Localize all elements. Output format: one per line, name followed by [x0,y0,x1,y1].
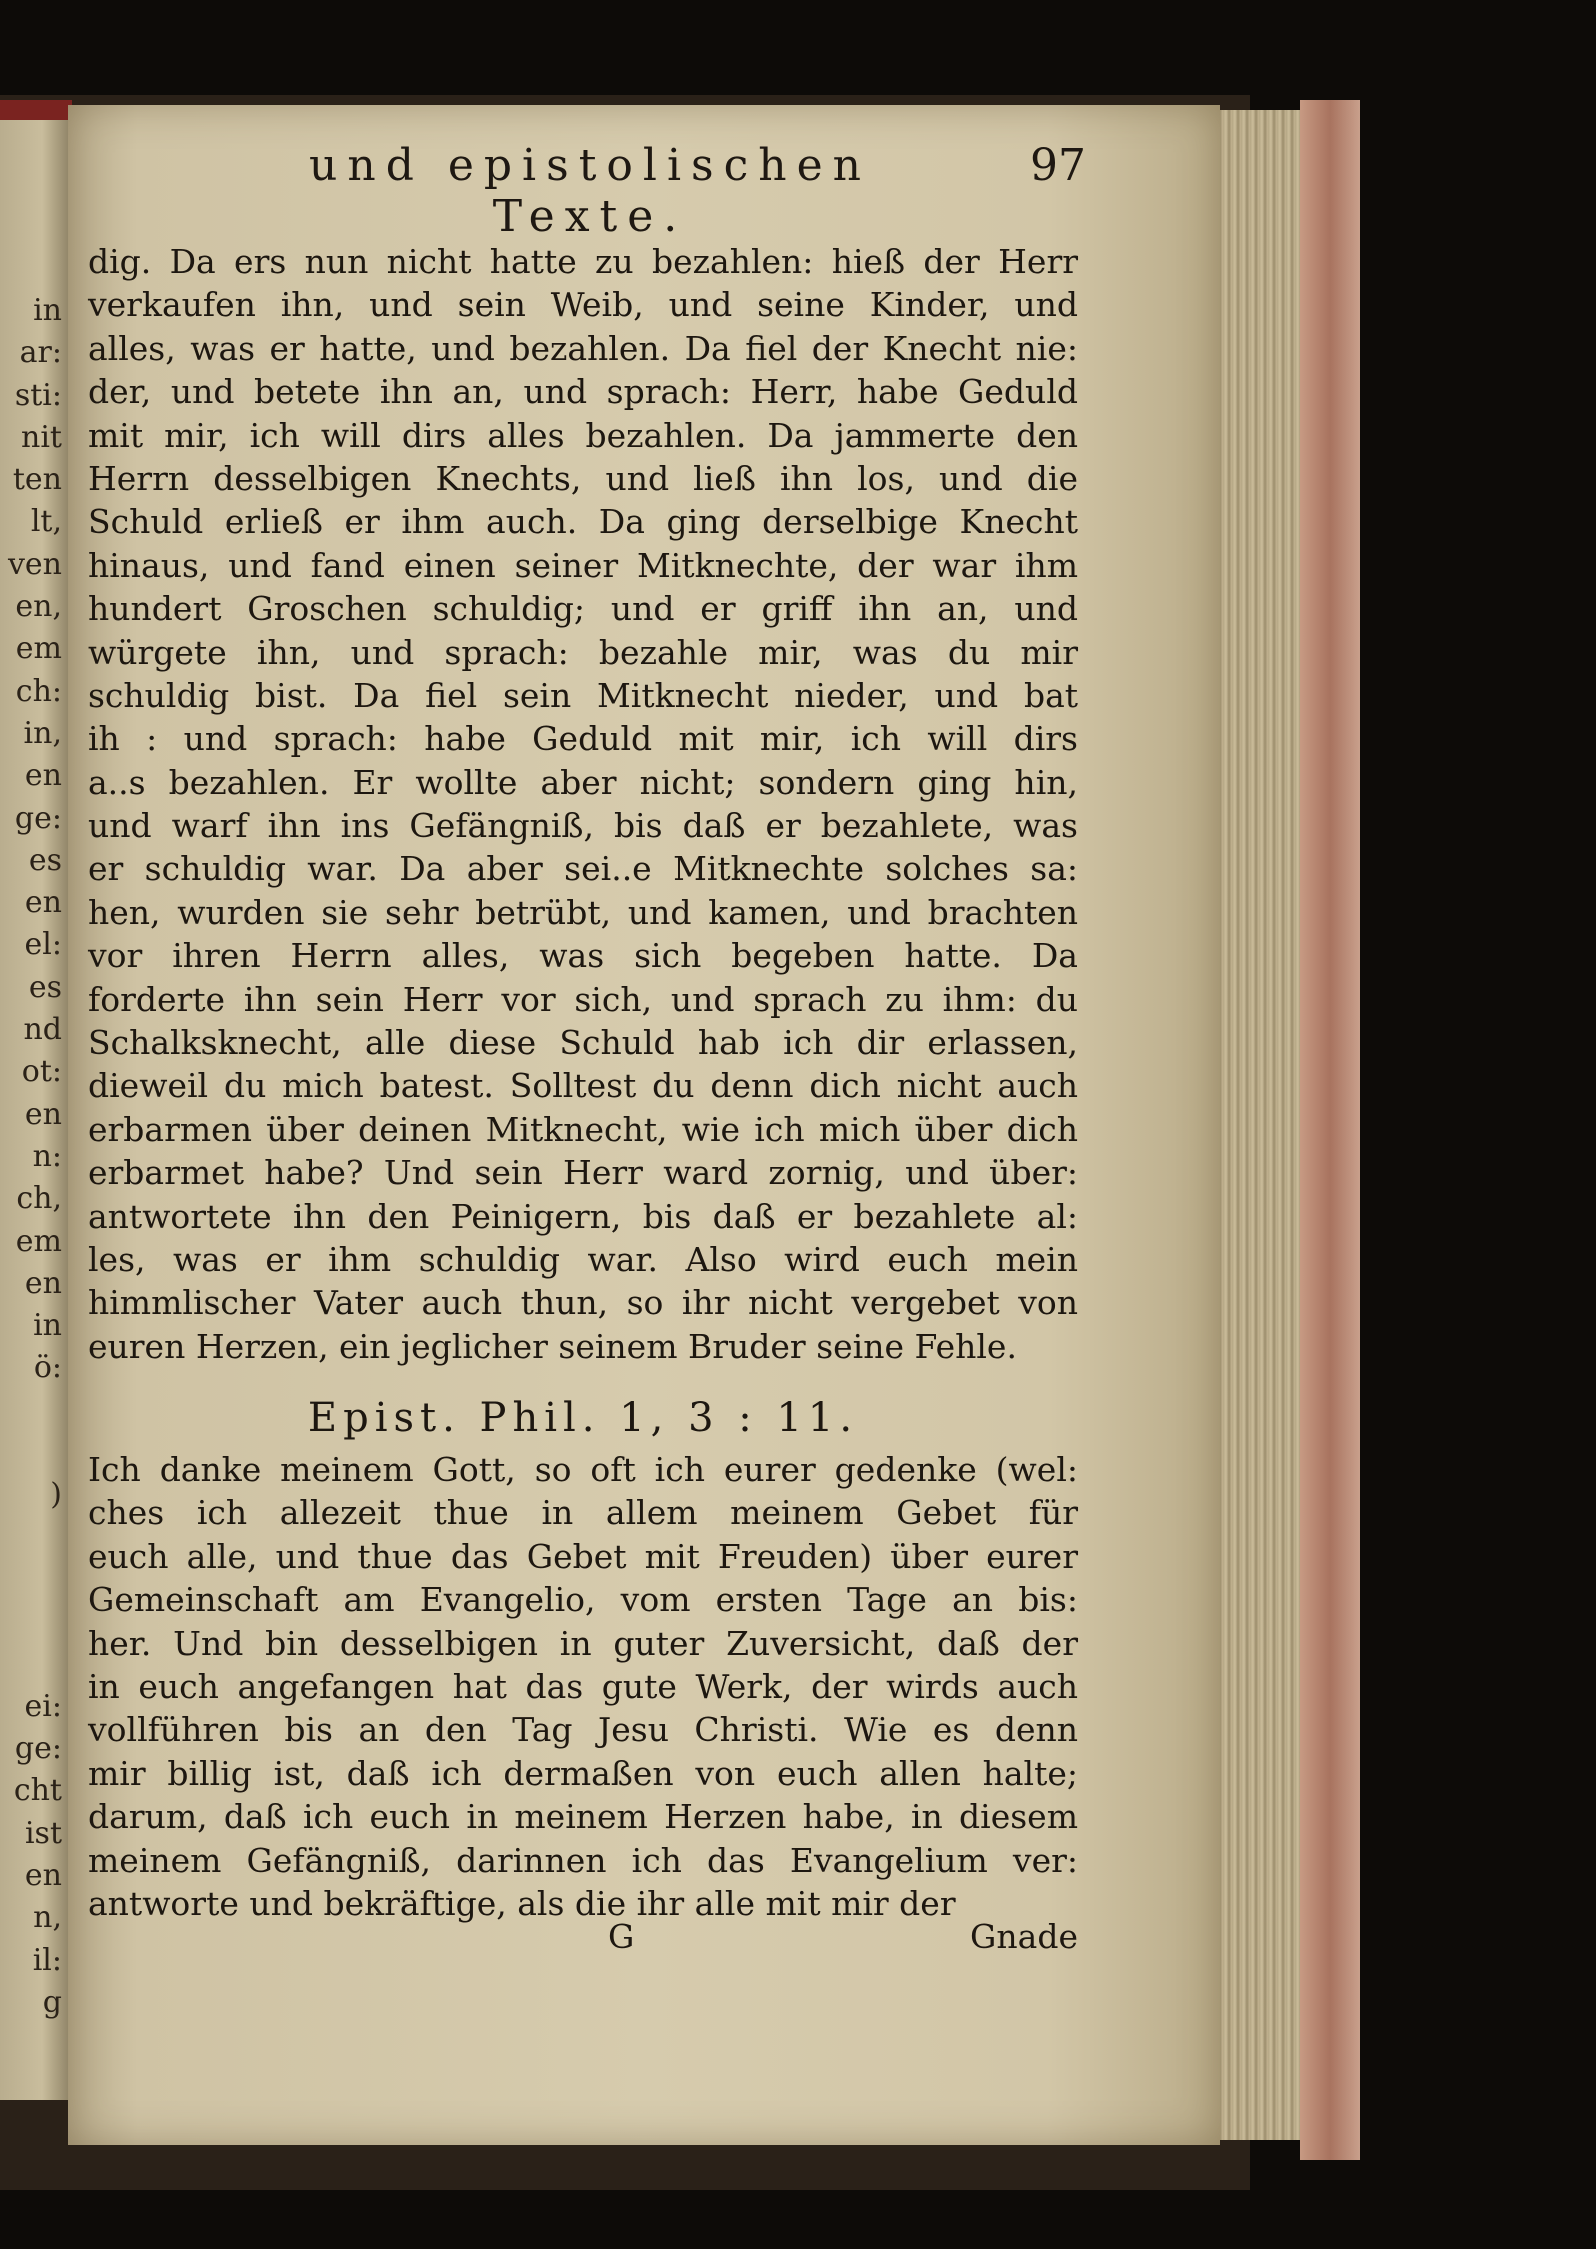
text-line: dig. Da ers nun nicht hatte zu bezahlen: hieß der Herr [88,242,1078,281]
text-line: euren Herzen, ein jeglicher seinem Bruder seine Fehle. [88,1326,1017,1366]
text-line: her. Und bin desselbigen in guter Zuversicht, daß der [88,1623,1078,1663]
text-line: der, und betete ihn an, und sprach: Herr, habe Geduld [88,372,1078,412]
text-line: in euch angefangen hat das gute Werk, der wirds auch [88,1666,1078,1706]
page-number: 97 [1030,140,1086,191]
margin-fragment: ) [50,1477,62,1513]
margin-fragment: ge: [14,1731,62,1767]
margin-fragment: en, [15,589,62,625]
text-line: schuldig bist. Da fiel sein Mitknecht nieder, und bat [88,675,1078,715]
margin-fragment: in, [23,715,62,751]
text-line: antworte und bekräftige, als die ihr alle mit mir der [88,1883,956,1923]
text-line: erbarmen über deinen Mitknecht, wie ich mich über dich [88,1109,1078,1149]
margin-fragment: en [24,885,62,921]
margin-fragment: n, [33,1900,62,1936]
margin-fragment: in [33,293,62,328]
margin-fragment: g [42,1984,62,2020]
margin-fragment [0,1517,62,1559]
text-line: hen, wurden sie sehr betrübt, und kamen, und brachten [88,892,1078,932]
book-cover-edge [1300,100,1360,2160]
margin-fragment: ge: [14,800,62,836]
margin-fragment: em [15,1223,62,1259]
margin-fragment: ch, [16,1181,62,1217]
margin-fragment: nit [21,419,62,455]
text-line: alles, was er hatte, und bezahlen. Da fiel der Knecht nie: [88,328,1078,368]
text-line: darum, daß ich euch in meinem Herzen habe, in diesem [88,1797,1078,1837]
margin-fragment: n: [32,1138,62,1174]
text-line: vollführen bis an den Tag Jesu Christi. Wie es denn [88,1710,1078,1750]
margin-fragment: ch: [15,673,62,709]
margin-fragment: ei: [24,1688,62,1724]
text-line: hinaus, und fand einen seiner Mitknechte, der war ihm [88,545,1078,585]
margin-fragment [0,1644,62,1686]
text-line: dieweil du mich batest. Solltest du denn dich nicht auch [88,1066,1078,1106]
margin-fragment: el: [24,927,62,963]
text-line: Ich danke meinem Gott, so oft ich eurer gedenke (wel: [88,1450,1078,1489]
epistle-heading: Epist. Phil. 1, 3 : 11. [307,1395,859,1441]
signature-mark: G [608,1917,635,1956]
margin-fragment: ö: [33,1350,62,1386]
running-head: und epistolischen Texte. [309,140,871,242]
text-line: vor ihren Herrn alles, was sich begeben hatte. Da [88,936,1078,976]
text-line: verkaufen ihn, und sein Weib, und seine Kinder, und [88,285,1078,325]
catchword: Gnade [970,1917,1078,1956]
left-page-text-fragments [0,290,62,2024]
text-line: würgete ihn, und sprach: bezahle mir, was du mir [88,632,1078,672]
margin-fragment: ot: [21,1054,62,1090]
text-line: mir billig ist, daß ich dermaßen von euch allen halte; [88,1753,1078,1793]
text-line: mit mir, ich will dirs alles bezahlen. Da jammerte den [88,415,1078,455]
text-line: Gemeinschaft am Evangelio, vom ersten Tage an bis: [88,1580,1078,1620]
margin-fragment: il: [32,1942,62,1978]
margin-fragment: sti: [14,377,62,413]
text-line: Herrn desselbigen Knechts, und ließ ihn los, und die [88,458,1078,498]
margin-fragment: en [24,1096,62,1132]
margin-fragment: nd [23,1012,62,1048]
margin-fragment: en [24,758,62,794]
margin-fragment: ar: [19,335,62,371]
margin-fragment: ist [24,1815,62,1851]
margin-fragment: ven [7,546,62,582]
text-line: Schuld erließ er ihm auch. Da ging derselbige Knecht [88,502,1078,542]
margin-fragment: es [28,842,62,878]
margin-fragment: ten [12,462,62,498]
margin-fragment [0,1432,62,1474]
text-line: les, was er ihm schuldig war. Also wird euch mein [88,1239,1078,1279]
text-line: forderte ihn sein Herr vor sich, und sprach zu ihm: du [88,979,1078,1019]
catchline [88,1917,1078,1961]
text-line: ches ich allezeit thue in allem meinem Gebet für [88,1493,1078,1533]
margin-fragment: cht [13,1773,62,1809]
text-line: ih : und sprach: habe Geduld mit mir, ich will dirs [88,719,1078,759]
text-line: euch alle, und thue das Gebet mit Freuden) über eurer [88,1536,1078,1576]
margin-fragment [0,1601,62,1643]
margin-fragment: en [24,1265,62,1301]
margin-fragment: in [33,1308,62,1344]
margin-fragment [0,1390,62,1432]
text-line: himmlischer Vater auch thun, so ihr nicht vergebet von [88,1283,1078,1323]
gospel-text [88,240,1078,1368]
text-line: und warf ihn ins Gefängniß, bis daß er bezahlete, was [88,806,1078,846]
text-line: er schuldig war. Da aber sei..e Mitknechte solches sa: [88,849,1078,889]
text-line: hundert Groschen schuldig; und er griff ihn an, und [88,589,1078,629]
text-line: a..s bezahlen. Er wollte aber nicht; sondern ging hin, [88,762,1078,802]
margin-fragment: em [15,631,62,667]
text-line: erbarmet habe? Und sein Herr ward zornig, und über: [88,1153,1078,1193]
page-edges [1205,110,1306,2140]
margin-fragment [0,1559,62,1601]
epistle-text [88,1448,1078,1925]
text-line: Schalksknecht, alle diese Schuld hab ich dir erlassen, [88,1023,1078,1063]
margin-fragment: en [24,1857,62,1893]
text-line: antwortete ihn den Peinigern, bis daß er bezahlete al: [88,1196,1078,1236]
margin-fragment: lt, [30,504,62,540]
text-line: meinem Gefängniß, darinnen ich das Evangelium ver: [88,1840,1078,1880]
margin-fragment: es [28,969,62,1005]
